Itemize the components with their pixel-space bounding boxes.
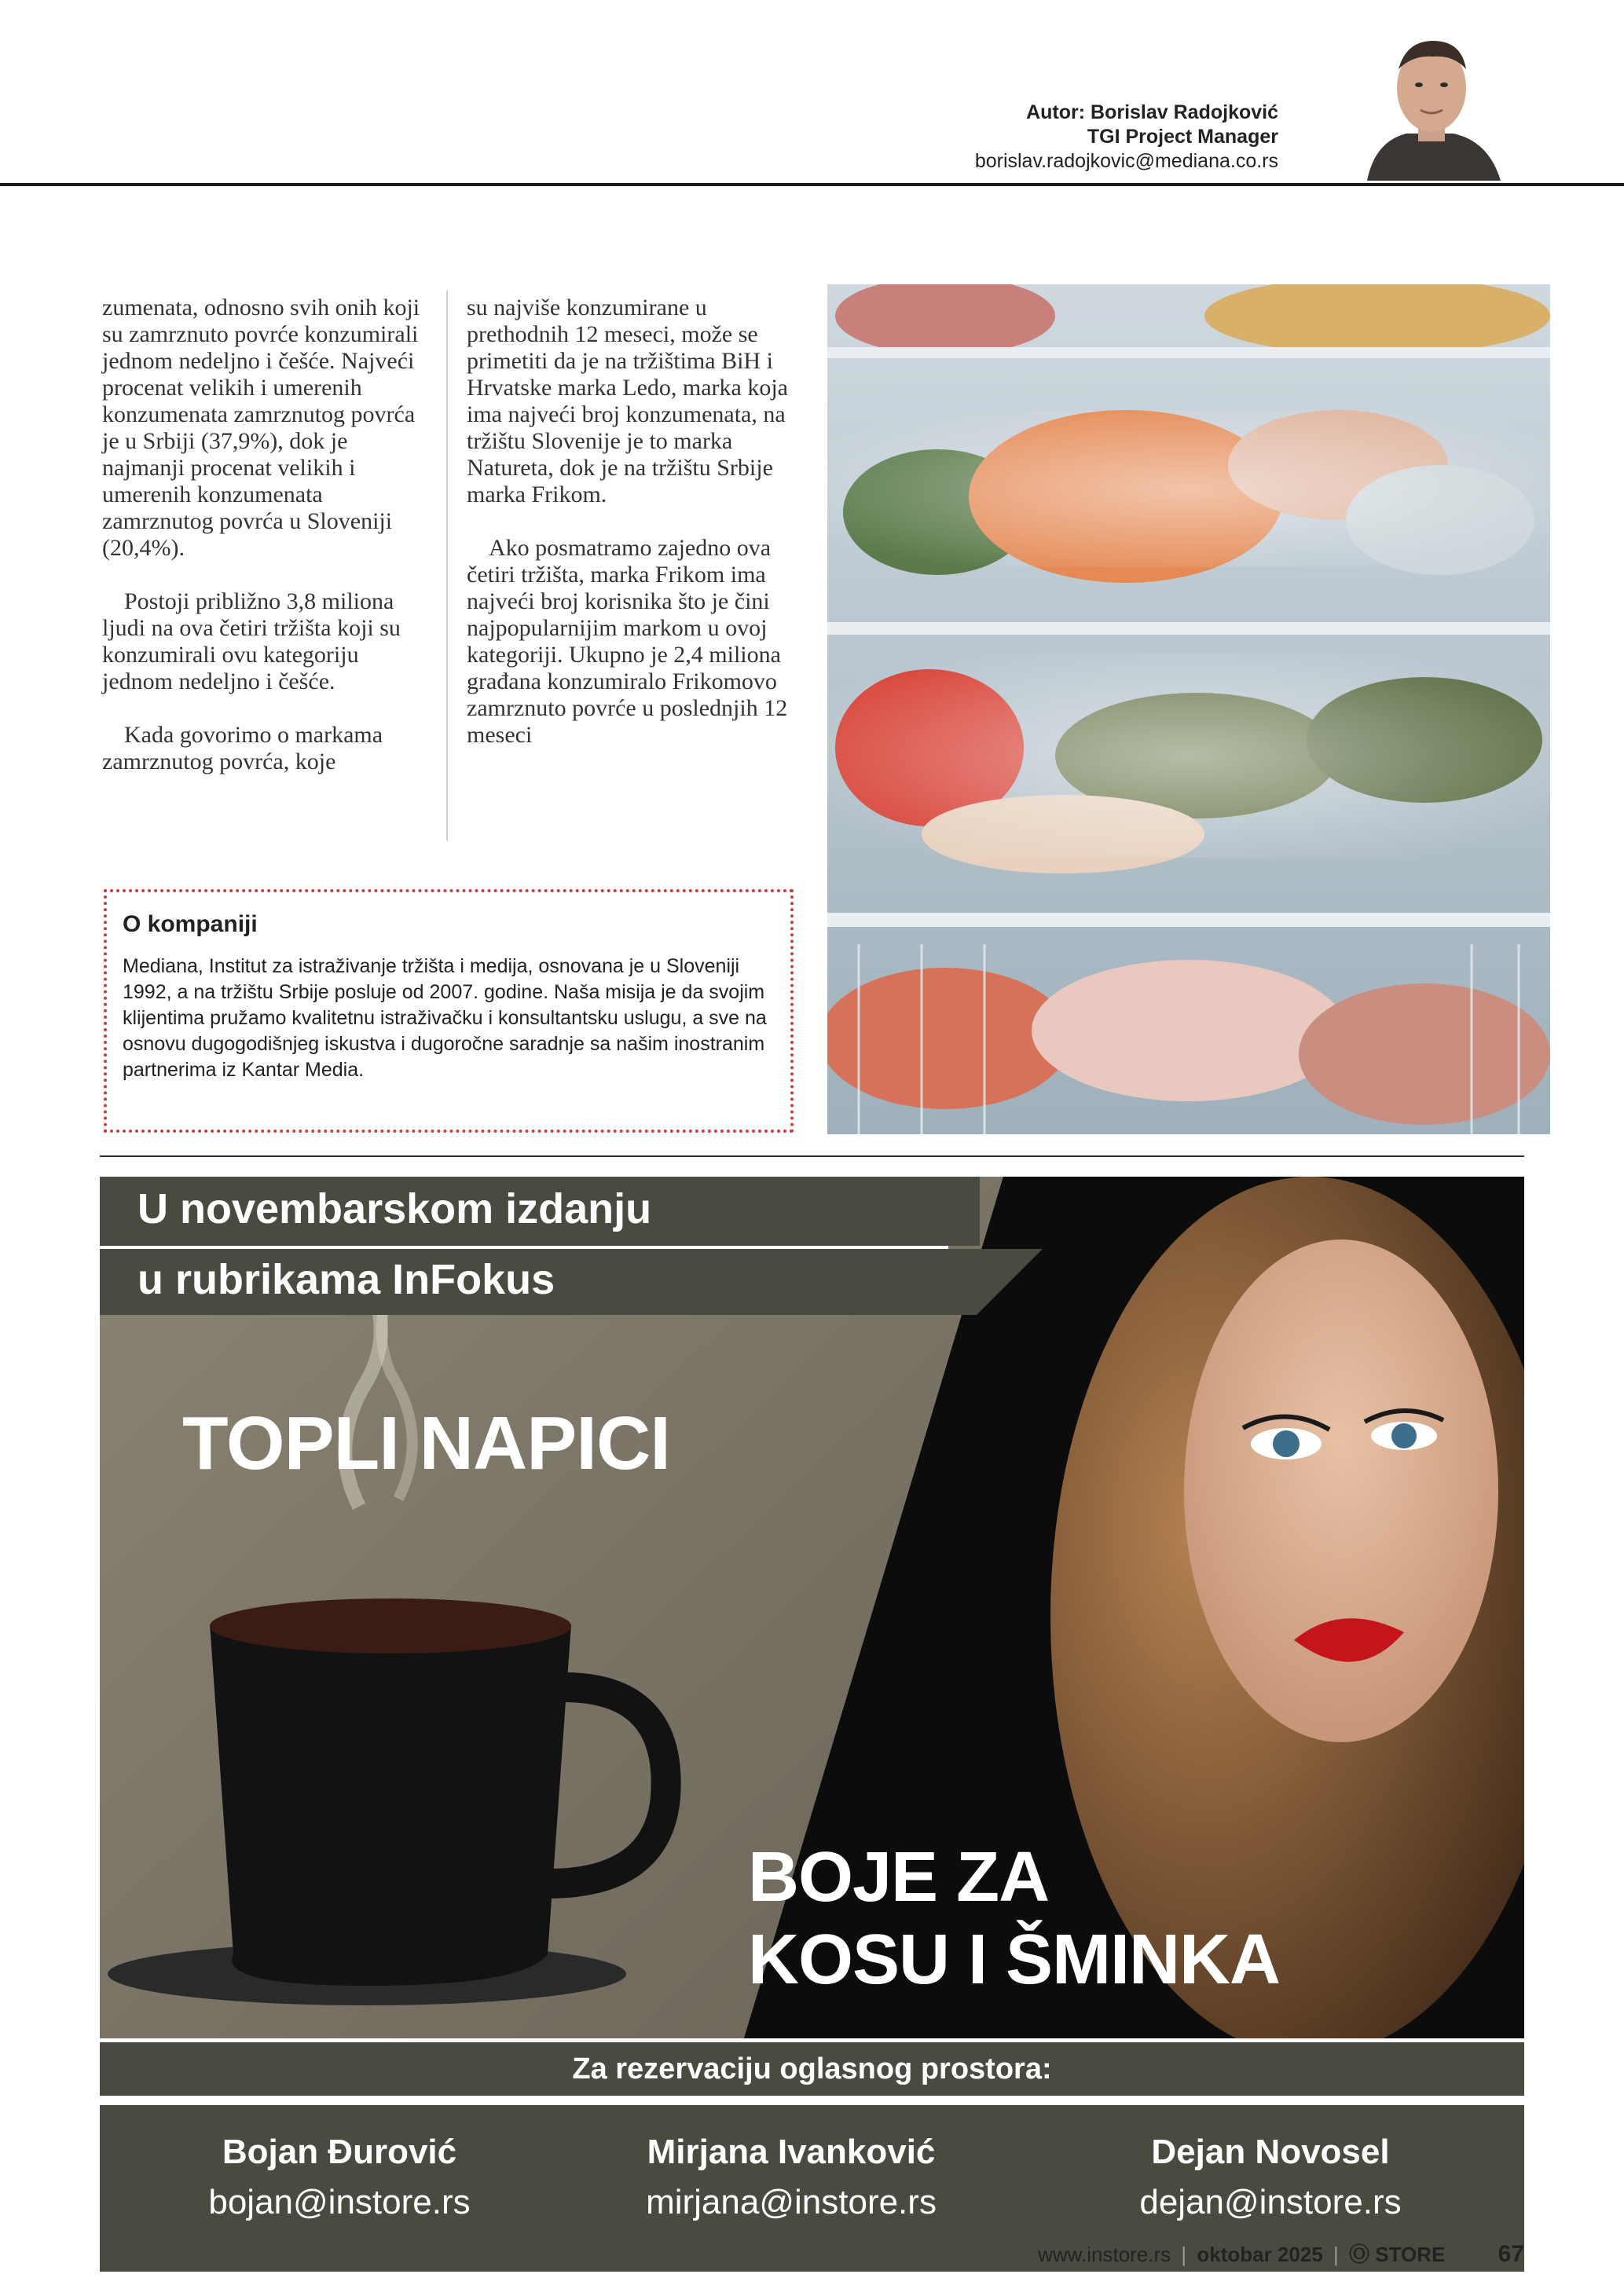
banner-line-1: U novembarskom izdanju — [137, 1185, 652, 1232]
author-email[interactable]: borislav.radojkovic@mediana.co.rs — [974, 150, 1278, 172]
contact-name: Mirjana Ivanković — [647, 2133, 936, 2171]
article-paragraph: zumenata, odnosno svih onih koji su zamrznuto povrće konzumirali jednom nedeljno i češće. Najveći procenat velikih i umerenih konzumenata zamrznutog povrća je u Srbiji (37,9%), dok je najmanji procenat velikih i umerenih konzumenata zamrznutog povrća u Sloveniji (20,4%). — [102, 295, 420, 561]
article-paragraph: Kada govorimo o markama zamrznutog povrća, koje — [102, 722, 383, 774]
section-rule — [100, 1155, 1524, 1157]
page-number: 67 — [1498, 2241, 1524, 2267]
page-footer — [1038, 2239, 1524, 2268]
article-paragraph: su najviše konzumirane u prethodnih 12 meseci, može se primetiti da je na tržištima BiH i Hrvatske marka Ledo, marka koja ima najveći broj konzumenata, na tržištu Slovenije je to marka Natureta, dok je na tržištu Srbije marka Frikom. — [467, 295, 788, 507]
author-role: TGI Project Manager — [1087, 126, 1278, 148]
topic-boje-za-kosu — [748, 1836, 1280, 2001]
article-column-1 — [102, 295, 432, 802]
footer-site[interactable]: www.instore.rs — [1038, 2243, 1171, 2266]
column-divider — [446, 291, 448, 840]
contact-email[interactable]: mirjana@instore.rs — [646, 2183, 937, 2221]
footer-separator: | — [1333, 2243, 1339, 2266]
contact-name: Dejan Novosel — [1151, 2133, 1390, 2171]
freezer-photo — [827, 284, 1550, 1134]
article-paragraph: Postoji približno 3,8 miliona ljudi na ova četiri tržišta koji su konzumirali ovu kategoriju jednom nedeljno i češće. — [102, 588, 401, 694]
company-box-title: O kompaniji — [123, 911, 258, 937]
contact-dejan — [1050, 2127, 1490, 2228]
contact-bojan — [119, 2127, 559, 2228]
company-info-box — [104, 889, 794, 1133]
topic-topli-napici: TOPLI NAPICI — [182, 1401, 670, 1485]
advertisement — [100, 1177, 1524, 2038]
contact-email[interactable]: bojan@instore.rs — [208, 2183, 471, 2221]
reservation-title: Za rezervaciju oglasnog prostora: — [100, 2042, 1524, 2096]
contact-email[interactable]: dejan@instore.rs — [1139, 2183, 1402, 2221]
footer-issue: oktobar 2025 — [1197, 2243, 1323, 2266]
footer-separator: | — [1181, 2243, 1187, 2266]
topic2-line-1: BOJE ZA — [748, 1838, 1050, 1917]
author-name: Autor: Borislav Radojković — [1026, 101, 1278, 123]
article-paragraph: Ako posmatramo zajedno ova četiri tržišta, marka Frikom ima najveći broj korisnika što je čini najpopularnijim markom u ovoj kategoriji. Ukupno je 2,4 miliona građana konzumiralo Frikomovo zamrznuto povrće u poslednjih 12 meseci — [467, 535, 788, 748]
banner-line-2: u rubrikama InFokus — [137, 1256, 555, 1303]
contact-name: Bojan Đurović — [222, 2133, 457, 2171]
topic2-line-2: KOSU I ŠMINKA — [748, 1921, 1281, 1999]
author-photo — [1351, 24, 1509, 181]
contact-mirjana — [571, 2127, 1011, 2228]
header-rule — [0, 183, 1624, 186]
store-logo-icon: Ⓞ — [1349, 2243, 1370, 2266]
article-column-2 — [467, 295, 797, 775]
author-block — [975, 101, 1278, 174]
company-box-text: Mediana, Institut za istraživanje tržišta i medija, osnovana je u Sloveniji 1992, a na tržištu Srbije posluje od 2007. godine. Naša misija je da svojim klijentima pružamo kvalitetnu istraživačku i konsultantsku uslugu, a sve na osnovu dugogodišnjeg iskustva i dugoročne saradnje sa našim inostranim partnerima iz Kantar Media. — [123, 955, 767, 1081]
footer-brand: STORE — [1375, 2243, 1446, 2266]
